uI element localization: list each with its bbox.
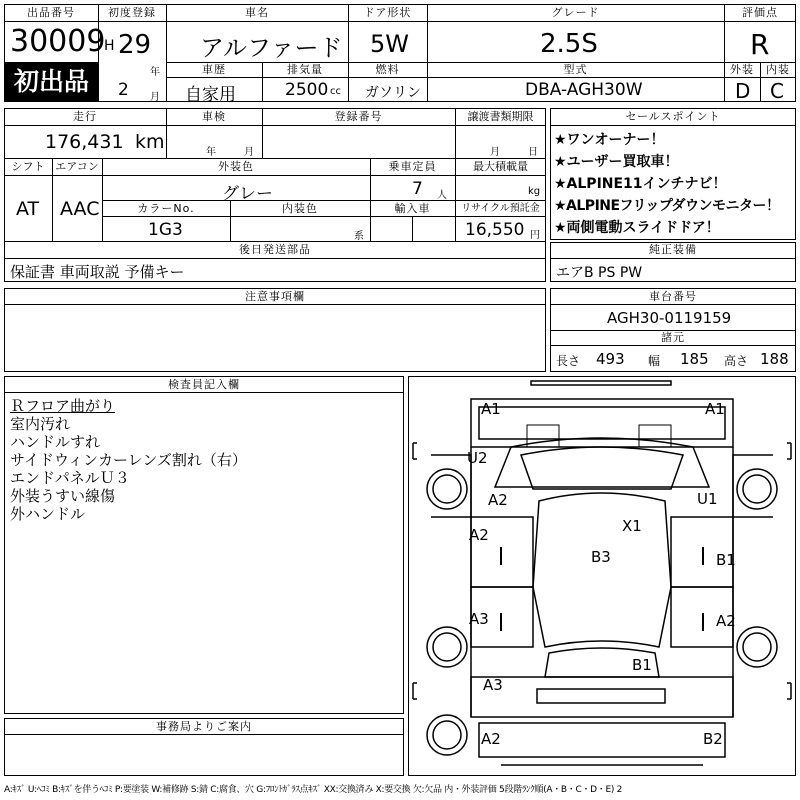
notes-label: 注意事項欄 [245,290,305,303]
sales-point: ★ワンオーナー！ [554,132,665,148]
int-grade: C [770,79,784,103]
fuel: ガソリン [365,85,421,101]
ac: AAC [60,198,100,220]
transfer-label: 譲渡書類期限 [467,110,534,123]
damage-mark: A1 [481,400,501,418]
inspector-line: ハンドルすれ [10,433,101,451]
colorno-label: カラーNo. [137,202,195,215]
mileage-label: 走行 [73,110,97,123]
inspector-line: サイドウィンカーレンズ割れ（右） [10,451,247,469]
later-label: 後日発送部品 [239,243,311,256]
ac-label: エアコン [55,160,99,173]
later-parts: 保証書 車両取説 予備キー [10,263,185,281]
transfer-month: 月 [490,147,500,158]
inspect-year: 年 [206,147,216,158]
recycle-fee: 16,550 [465,220,525,240]
sales-point: ★両側電動スライドドア！ [554,220,720,236]
ext-label: 外装 [730,63,754,76]
inspect-label: 車検 [202,110,226,123]
grade-label: グレード [551,6,600,19]
inspect-month: 月 [244,147,254,158]
height: 188 [760,350,789,368]
shift: AT [16,198,40,220]
car-diagram [408,376,796,776]
recycle-unit: 円 [530,230,540,241]
damage-mark: A2 [481,730,501,748]
import-label: 輸入車 [394,202,431,215]
load-unit: kg [528,186,541,197]
lot-number: 30009 [10,24,106,59]
damage-mark: A2 [716,612,736,630]
sales-point: ★ALPINE11インチナビ！ [554,176,727,192]
color-number: 1G3 [148,220,183,240]
inspector-line: 外ハンドル [10,505,86,523]
displacement: 2500 [285,80,329,100]
name-label: 車名 [245,6,269,19]
width: 185 [680,350,709,368]
dims-label: 諸元 [661,331,685,344]
reg-month: 2 [118,80,129,100]
intcolor-label: 内装色 [282,202,318,215]
inspector-line: Ｒフロア曲がり [10,397,116,415]
height-label: 高さ [724,354,749,368]
transfer-day: 日 [528,147,538,158]
intcolor-suffix: 系 [354,231,364,242]
reg-label: 初度登録 [108,6,156,19]
reg-month-unit: 月 [150,92,160,103]
lot-label: 出品番号 [27,6,75,19]
damage-mark: A1 [705,400,725,418]
chassis-label: 車台番号 [649,290,697,303]
disp-label: 排気量 [287,63,323,76]
legend: A:ｷｽﾞ U:ﾍｺﾐ B:ｷｽﾞを伴うﾍｺﾐ P:要塗装 W:補修跡 S:錆 C:腐食、穴 G:ﾌﾛﾝﾄｶﾞﾗｽ点ｷｽﾞ XX:交換済み X:要交換 欠:欠品 内・外装評価 5段階ﾗﾝｸ順(A・B・C・D・E) 2 [4,785,623,795]
car-name: アルファード [200,34,343,62]
sales-point: ★ユーザー買取車！ [554,154,679,170]
damage-mark: B1 [716,551,736,569]
inspector-line: 外装うすい線傷 [10,487,116,505]
score-label: 評価点 [742,6,778,19]
width-label: 幅 [648,354,661,368]
int-label: 内装 [766,63,790,76]
regno-label: 登録番号 [334,110,383,123]
first-listing-badge: 初出品 [5,63,98,102]
damage-mark: U1 [697,490,718,508]
seats-unit: 人 [437,190,447,201]
damage-mark: A3 [469,610,489,628]
inspector-line: エンドパネルＵ３ [10,469,130,487]
reg-year: 29 [118,30,152,60]
damage-mark: X1 [622,517,642,535]
ext-color: グレー [222,184,273,204]
shift-label: シフト [11,160,45,173]
damage-mark: A2 [469,526,489,544]
equip-value: エアB PS PW [556,265,643,281]
damage-mark: B3 [591,548,611,566]
load-label: 最大積載量 [473,160,528,173]
recycle-label: リサイクル預託金 [461,203,540,214]
length: 493 [596,350,625,368]
reg-era: H [104,38,115,54]
length-label: 長さ [556,354,581,368]
ext-grade: D [735,79,751,103]
fuel-label: 燃料 [375,63,400,76]
door-label: ドア形状 [363,6,412,19]
grade: 2.5S [540,29,598,59]
model-code: DBA-AGH30W [525,80,643,100]
damage-mark: U2 [467,449,488,467]
reg-year-unit: 年 [150,67,160,78]
score: R [750,28,770,61]
mileage: 176,431 [45,131,124,153]
seats: 7 [412,179,423,199]
seats-label: 乗車定員 [388,160,437,173]
damage-mark: A2 [488,491,508,509]
sales-point: ★ALPINEフリップダウンモニター！ [554,198,780,214]
disp-unit: cc [330,86,341,97]
damage-mark: B1 [632,656,652,674]
mileage-unit: km [135,131,165,153]
door-type: 5W [370,30,409,58]
office-label: 事務局よりご案内 [156,720,252,733]
model-label: 型式 [563,63,588,76]
equip-label: 純正装備 [649,243,697,256]
sales-label: セールスポイント [625,110,721,123]
history: 自家用 [185,85,236,105]
damage-mark: B2 [703,730,723,748]
history-label: 車歴 [202,63,226,76]
inspector-line: 室内汚れ [10,415,71,433]
color-label: 外装色 [218,160,254,173]
damage-mark: A3 [483,676,503,694]
inspector-label: 検査員記入欄 [168,378,240,391]
chassis-number: AGH30-0119159 [607,309,732,327]
